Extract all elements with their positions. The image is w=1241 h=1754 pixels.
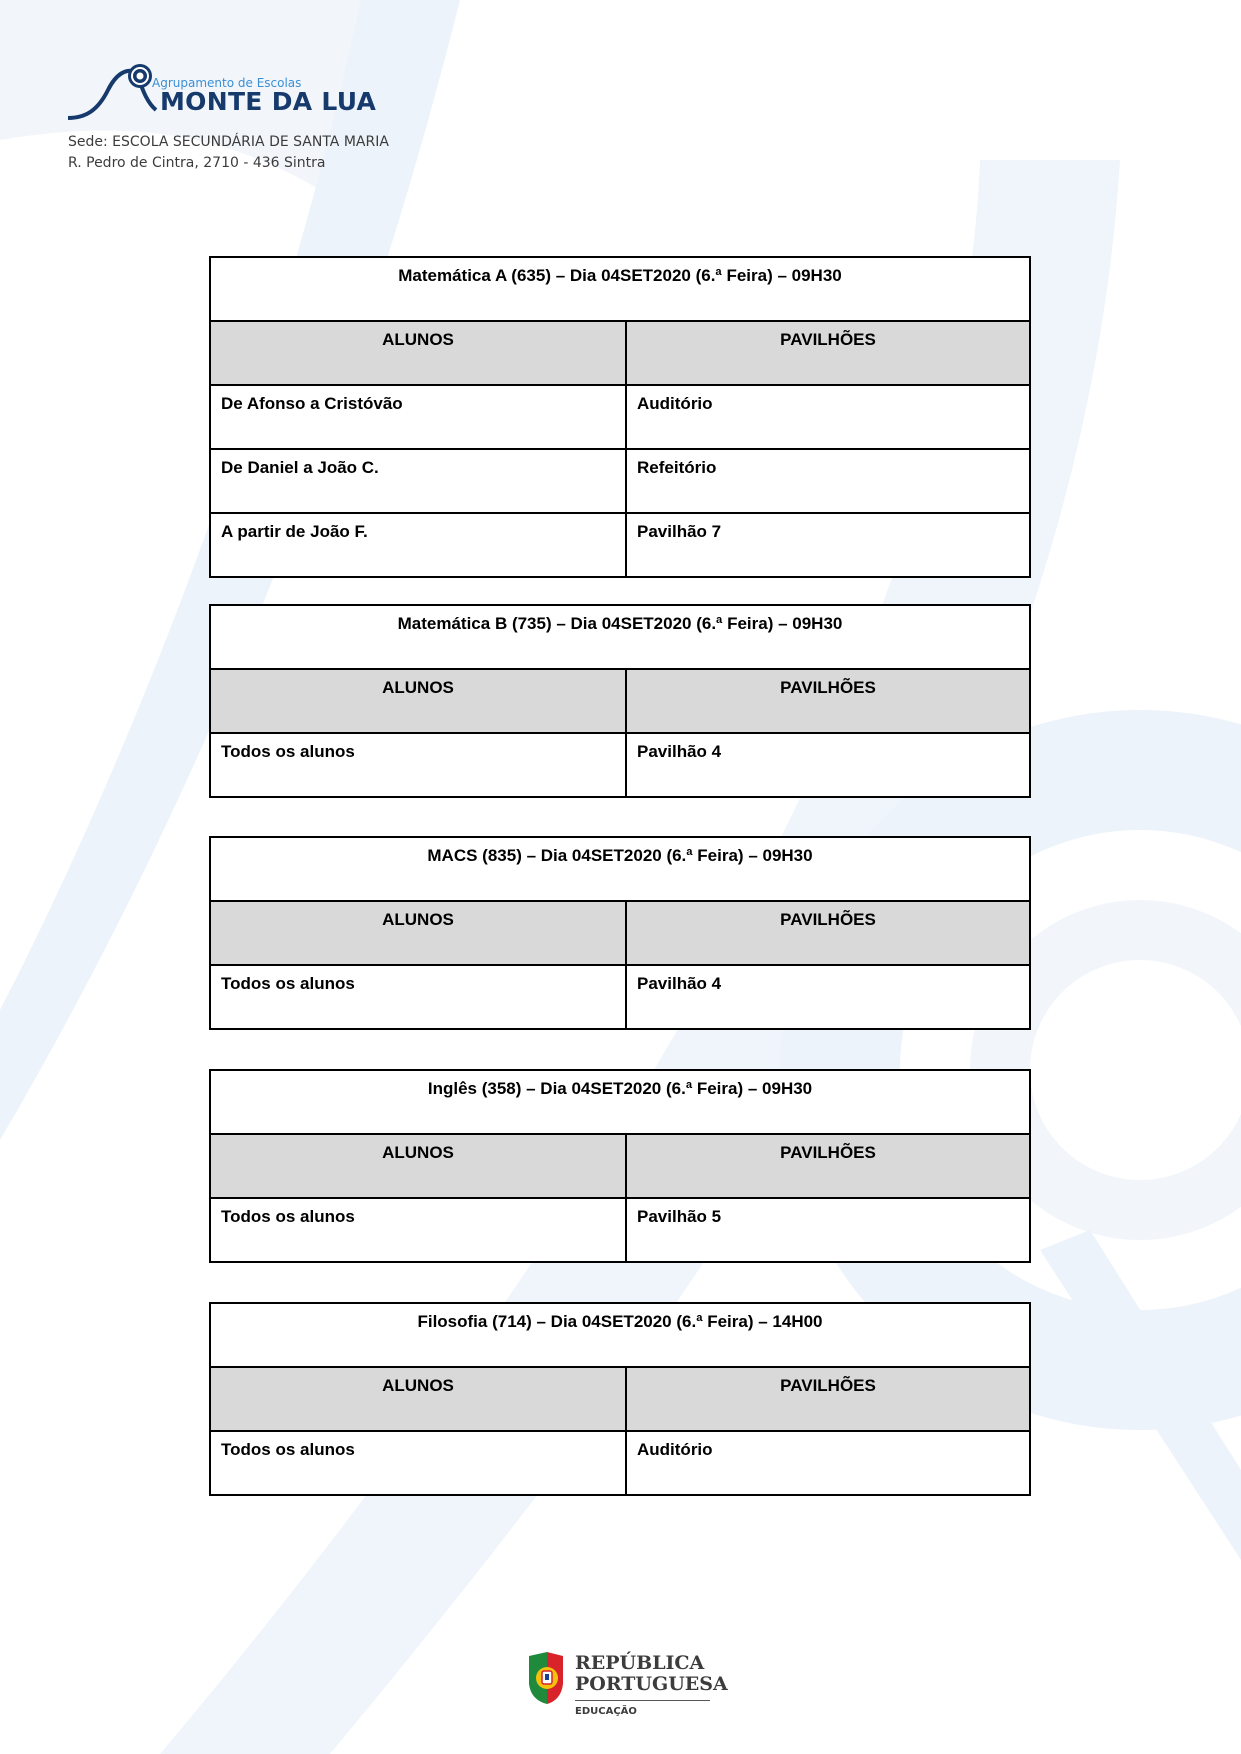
column-header-alunos: ALUNOS: [210, 1367, 626, 1431]
table-row: [210, 513, 1030, 577]
exam-title: Matemática A (635) – Dia 04SET2020 (6.ª Feira) – 09H30: [210, 257, 1030, 321]
students-cell: Todos os alunos: [210, 965, 626, 1029]
exam-table-macs: [209, 836, 1031, 1030]
table-row: [210, 1431, 1030, 1495]
column-header-alunos: ALUNOS: [210, 901, 626, 965]
pavilion-cell: Pavilhão 4: [626, 965, 1030, 1029]
students-cell: De Afonso a Cristóvão: [210, 385, 626, 449]
exam-table-matematica-a: [209, 256, 1031, 578]
students-cell: Todos os alunos: [210, 1431, 626, 1495]
footer-divider: [575, 1700, 710, 1701]
students-cell: Todos os alunos: [210, 1198, 626, 1262]
column-header-alunos: ALUNOS: [210, 321, 626, 385]
school-seat: Sede: ESCOLA SECUNDÁRIA DE SANTA MARIA: [68, 134, 389, 150]
exam-title: Inglês (358) – Dia 04SET2020 (6.ª Feira) – 09H30: [210, 1070, 1030, 1134]
pavilion-cell: Refeitório: [626, 449, 1030, 513]
logo-name: MONTE DA LUA: [160, 87, 377, 116]
school-address: R. Pedro de Cintra, 2710 - 436 Sintra: [68, 155, 326, 171]
educacao-label: EDUCAÇÃO: [575, 1706, 637, 1717]
exam-title: Filosofia (714) – Dia 04SET2020 (6.ª Feira) – 14H00: [210, 1303, 1030, 1367]
exam-table-matematica-b: [209, 604, 1031, 798]
column-header-alunos: ALUNOS: [210, 1134, 626, 1198]
column-header-pavilhoes: PAVILHÕES: [626, 669, 1030, 733]
column-header-pavilhoes: PAVILHÕES: [626, 1134, 1030, 1198]
table-row: [210, 385, 1030, 449]
pavilion-cell: Auditório: [626, 1431, 1030, 1495]
exam-title: Matemática B (735) – Dia 04SET2020 (6.ª Feira) – 09H30: [210, 605, 1030, 669]
pavilion-cell: Pavilhão 5: [626, 1198, 1030, 1262]
logo-tagline: Agrupamento de Escolas: [152, 76, 302, 90]
column-header-pavilhoes: PAVILHÕES: [626, 901, 1030, 965]
exam-table-ingles: [209, 1069, 1031, 1263]
students-cell: De Daniel a João C.: [210, 449, 626, 513]
table-row: [210, 965, 1030, 1029]
portuguesa-label: PORTUGUESA: [575, 1673, 728, 1695]
pavilion-cell: Auditório: [626, 385, 1030, 449]
exam-table-filosofia: [209, 1302, 1031, 1496]
table-row: [210, 733, 1030, 797]
column-header-pavilhoes: PAVILHÕES: [626, 1367, 1030, 1431]
students-cell: A partir de João F.: [210, 513, 626, 577]
column-header-pavilhoes: PAVILHÕES: [626, 321, 1030, 385]
republica-label: REPÚBLICA: [575, 1652, 705, 1674]
column-header-alunos: ALUNOS: [210, 669, 626, 733]
students-cell: Todos os alunos: [210, 733, 626, 797]
pavilion-cell: Pavilhão 7: [626, 513, 1030, 577]
table-row: [210, 1198, 1030, 1262]
table-row: [210, 449, 1030, 513]
monte-da-lua-logo-icon: [66, 60, 166, 120]
exam-title: MACS (835) – Dia 04SET2020 (6.ª Feira) – 09H30: [210, 837, 1030, 901]
pavilion-cell: Pavilhão 4: [626, 733, 1030, 797]
portuguese-coat-of-arms-icon: [525, 1650, 567, 1706]
